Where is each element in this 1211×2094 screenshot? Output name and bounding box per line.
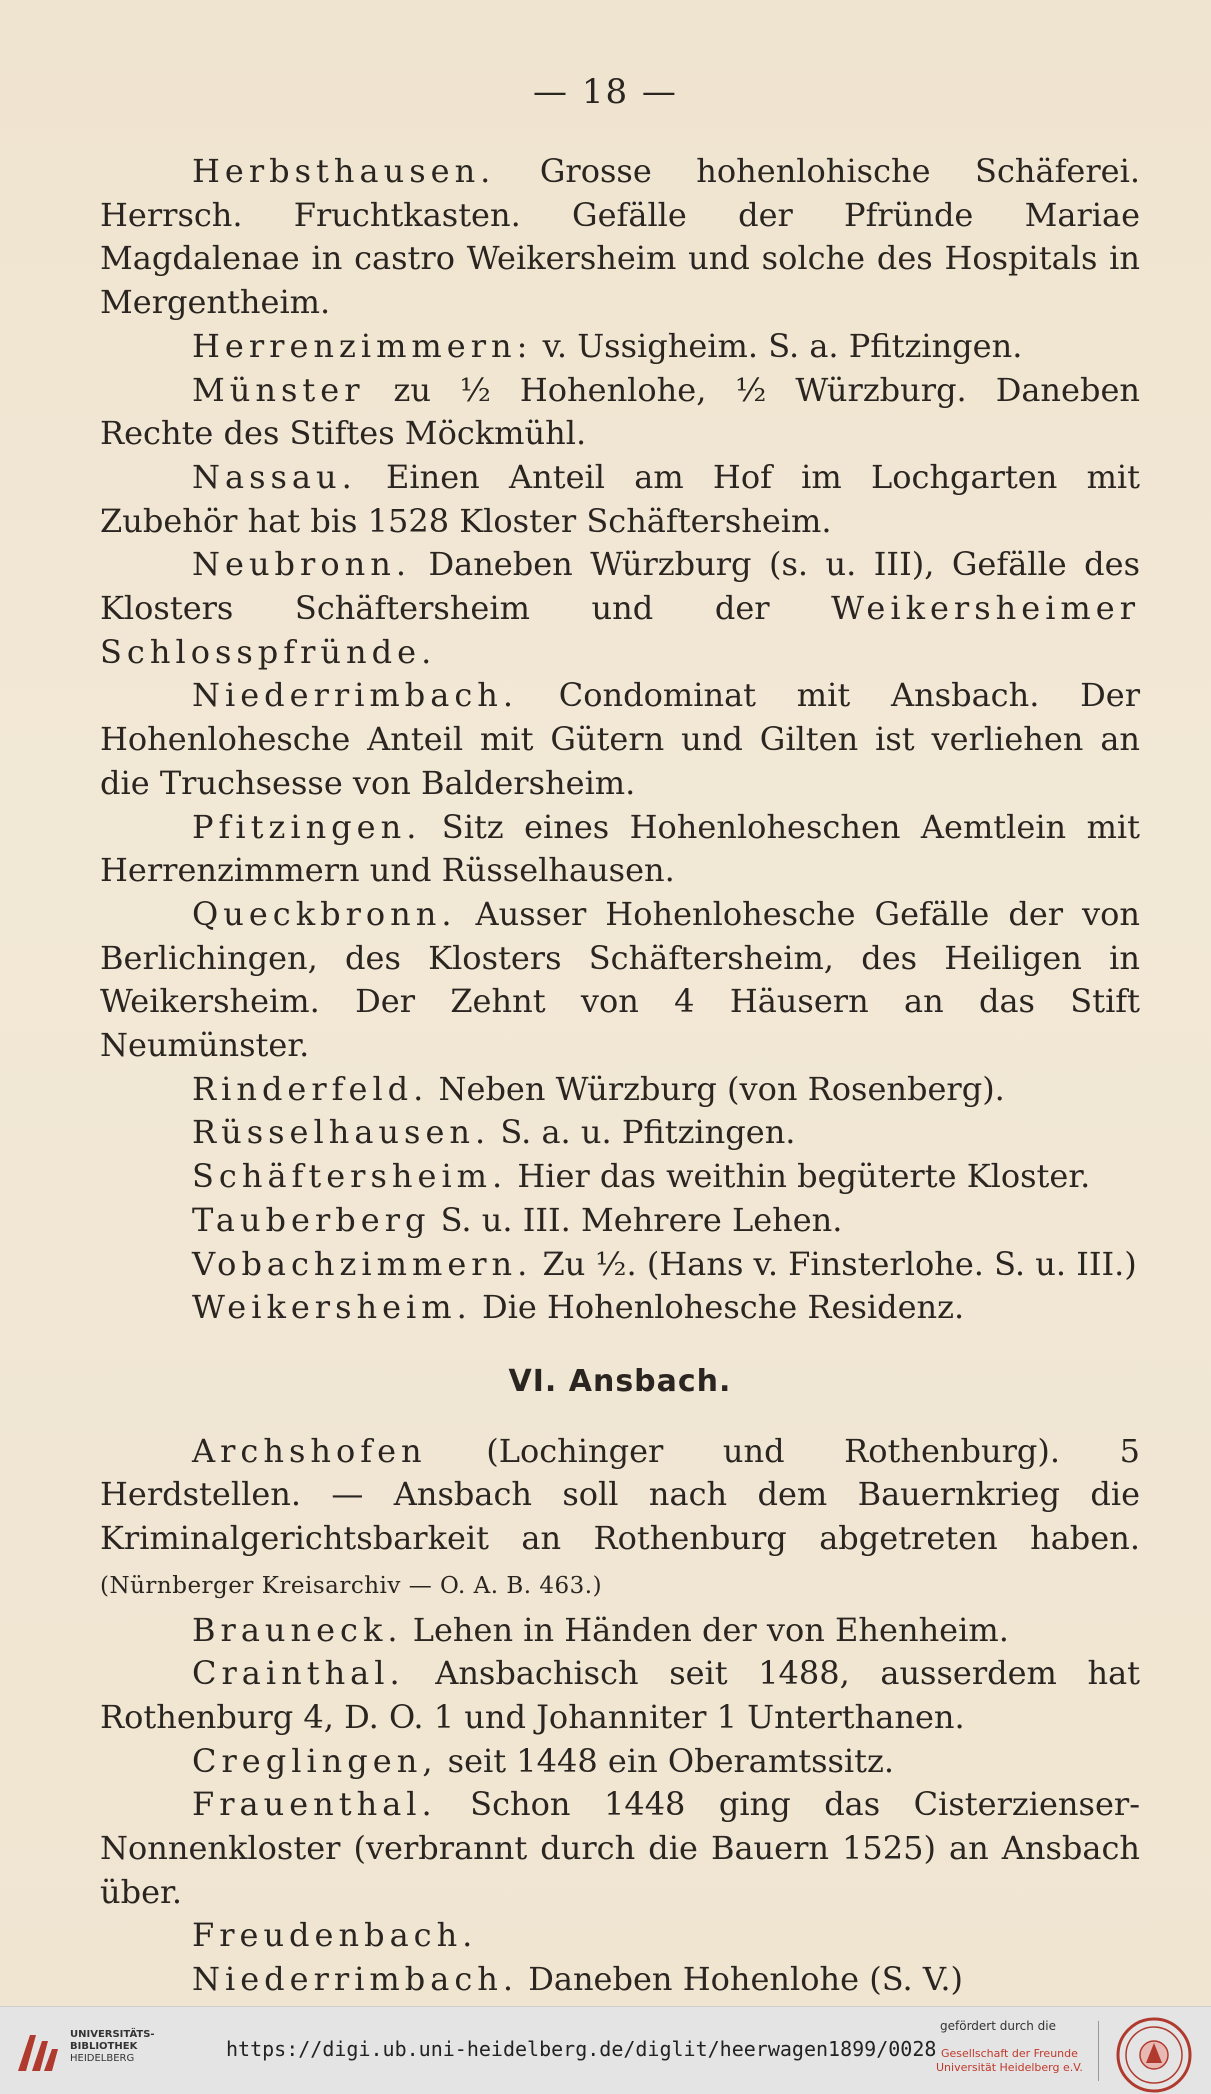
entry-text: seit 1448 ein Oberamtssitz.: [437, 1741, 895, 1780]
university-seal-icon: [1116, 2017, 1192, 2093]
entry-crainthal: [100, 1652, 1140, 1739]
place-name: Rinderfeld.: [192, 1069, 429, 1108]
entry-archshofen: [100, 1430, 1140, 1609]
permalink-url[interactable]: https://digi.ub.uni-heidelberg.de/diglit/heerwagen1899/0028: [226, 2037, 937, 2061]
source-citation: (Nürnberger Kreisarchiv — O. A. B. 463.): [100, 1572, 603, 1599]
entry-vobachzimmern: [100, 1243, 1140, 1287]
entry-brauneck: [100, 1609, 1140, 1653]
place-name: Freudenbach.: [192, 1916, 478, 1955]
entry-text: S. a. u. Pfitzingen.: [490, 1113, 796, 1152]
place-name: Weikersheim.: [192, 1288, 472, 1327]
entry-niederrimbach-ansbach: [100, 1958, 1140, 2002]
library-line: UNIVERSITÄTS-: [70, 2029, 155, 2040]
place-name: Schäftersheim.: [192, 1157, 508, 1196]
place-name: Rüsselhausen.: [192, 1113, 491, 1152]
sponsor-line: Gesellschaft der Freunde: [940, 2047, 1078, 2060]
place-name: Queckbronn.: [192, 894, 457, 933]
place-name: Vobachzimmern.: [192, 1244, 533, 1283]
place-name: Crainthal.: [192, 1654, 405, 1693]
section-heading: VI. Ansbach.: [508, 1363, 732, 1399]
entry-rinderfeld: [100, 1068, 1140, 1112]
sponsor-label: gefördert durch die: [940, 2019, 1056, 2033]
entry-queckbronn: [100, 893, 1140, 1068]
library-line: HEIDELBERG: [70, 2053, 135, 2064]
place-name: Tauberberg: [192, 1200, 431, 1239]
university-library-logo-icon: [12, 2027, 62, 2077]
entry-herrenzimmern: [100, 325, 1140, 369]
entry-text: Condominat mit Ansbach. Der Hohenlohesche Anteil mit Gütern und Gilten ist verliehen an die Truchsesse von Baldersheim.: [100, 676, 1140, 802]
entry-herbsthausen: [100, 150, 1140, 325]
page-text: [100, 150, 1140, 2046]
footer-divider: [1098, 2021, 1099, 2081]
entry-muenster: [100, 369, 1140, 456]
entry-text: Schon 1448 ging das Cisterzienser-Nonnenkloster (verbrannt durch die Bauern 1525) an Ansbach über.: [100, 1785, 1140, 1911]
place-name: Pfitzingen.: [192, 807, 422, 846]
entry-tauberberg: [100, 1199, 1140, 1243]
viewer-footer: [0, 2006, 1211, 2094]
place-name: Münster: [192, 370, 365, 409]
entry-text: Ansbachisch seit 1488, ausserdem hat Rothenburg 4, D. O. 1 und Johanniter 1 Unterthanen.: [100, 1654, 1140, 1736]
entry-niederrimbach: [100, 674, 1140, 805]
entry-text: Zu ½. (Hans v. Finsterlohe. S. u. III.): [532, 1244, 1137, 1283]
entry-pfitzingen: [100, 806, 1140, 893]
entry-text: Neben Würzburg (von Rosenberg).: [428, 1069, 1005, 1108]
entry-text: Die Hohenlohesche Residenz.: [471, 1288, 965, 1327]
entry-text: Lehen in Händen der von Ehenheim.: [402, 1610, 1009, 1649]
entry-frauenthal: [100, 1783, 1140, 1914]
entry-text: zu ½ Hohenlohe, ½ Würzburg. Daneben Rechte des Stiftes Möckmühl.: [100, 370, 1140, 453]
entry-neubronn: [100, 543, 1140, 674]
place-name: Niederrimbach.: [192, 1960, 519, 1999]
entry-nassau: [100, 456, 1140, 543]
entry-text: S. u. III. Mehrere Lehen.: [430, 1200, 843, 1239]
spaced-term: Weikersheimer Schlosspfründe.: [100, 589, 1140, 671]
sponsor-line: Universität Heidelberg e.V.: [936, 2061, 1083, 2074]
place-name: Neubronn.: [192, 545, 411, 584]
library-line: BIBLIOTHEK: [70, 2041, 138, 2052]
entry-schaeftersheim: [100, 1155, 1140, 1199]
place-name: Niederrimbach.: [192, 676, 519, 715]
entry-text: Grosse hohenlohische Schäferei. Herrsch. Fruchtkasten. Gefälle der Pfründe Mariae Magdalenae in castro Weikersheim und solche des Hospitals in Mergentheim.: [100, 152, 1140, 322]
entry-text: Daneben Würzburg (s. u. III), Gefälle des Klosters Schäftersheim und der: [100, 545, 1140, 628]
entry-text: Hier das weithin begüterte Kloster.: [507, 1157, 1091, 1196]
place-name: Brauneck.: [192, 1610, 403, 1649]
place-name: Nassau.: [192, 457, 357, 496]
sponsor-name: [936, 2047, 1083, 2075]
entry-text: Einen Anteil am Hof im Lochgarten mit Zubehör hat bis 1528 Kloster Schäftersheim.: [100, 457, 1140, 540]
entry-creglingen: [100, 1740, 1140, 1784]
entry-weikersheim: [100, 1286, 1140, 1330]
entry-text: (Lochinger und Rothenburg). 5 Herdstellen. — Ansbach soll nach dem Bauernkrieg die Kriminalgerichtsbarkeit an Rothenburg abgetreten haben.: [100, 1431, 1140, 1558]
entry-text: v. Ussigheim. S. a. Pfitzingen.: [532, 326, 1023, 365]
place-name: Herrenzimmern:: [192, 326, 533, 365]
entry-text: Sitz eines Hohenloheschen Aemtlein mit Herrenzimmern und Rüsselhausen.: [100, 807, 1140, 890]
page-number: — 18 —: [533, 72, 678, 112]
entry-ruesselhausen: [100, 1111, 1140, 1155]
place-name: Creglingen,: [192, 1741, 438, 1780]
entry-text: Daneben Hohenlohe (S. V.): [518, 1960, 964, 1999]
library-name: [70, 2029, 155, 2065]
place-name: Archshofen: [192, 1431, 427, 1470]
entry-text: Ausser Hohenlohesche Gefälle der von Berlichingen, des Klosters Schäftersheim, des Heiligen in Weikersheim. Der Zehnt von 4 Häusern an das Stift Neumünster.: [100, 894, 1140, 1065]
place-name: Herbsthausen.: [192, 152, 496, 190]
place-name: Frauenthal.: [192, 1785, 437, 1824]
entry-freudenbach: [100, 1914, 1140, 1958]
